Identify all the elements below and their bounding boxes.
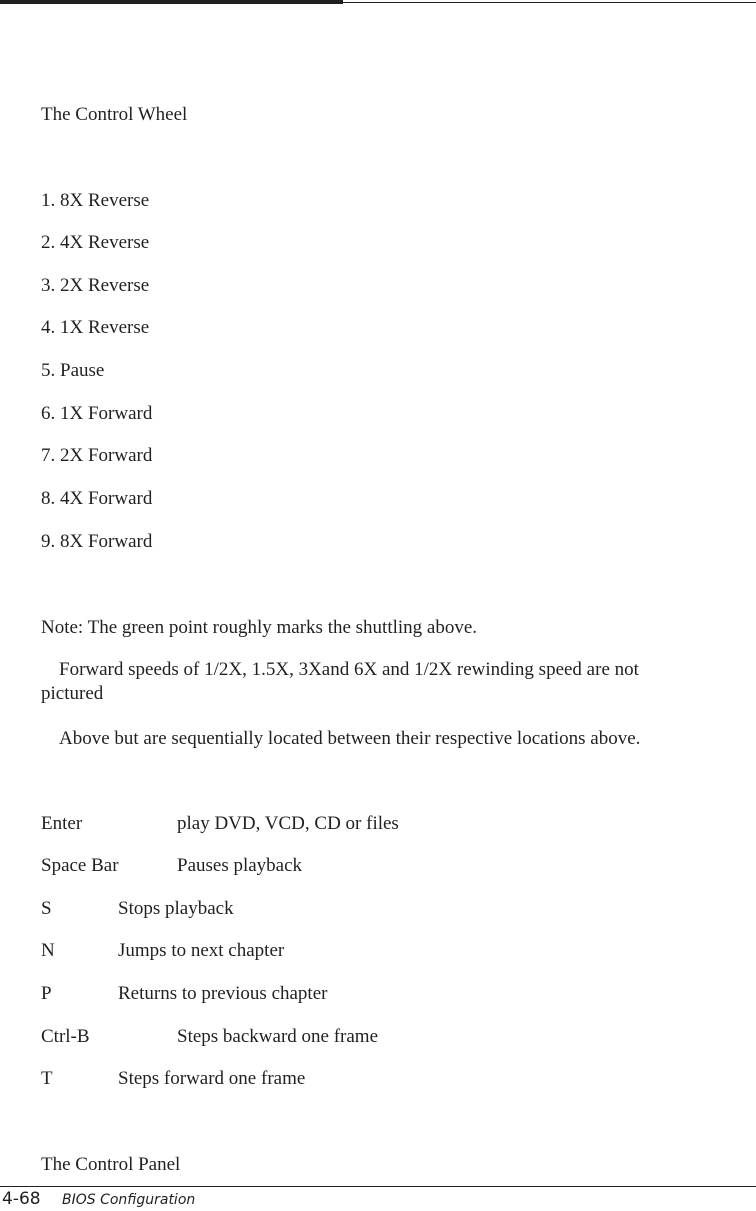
section-heading-control-wheel: The Control Wheel	[41, 104, 188, 125]
shortcut-key: N	[41, 940, 55, 961]
note-line-3: Above but are sequentially located between their respective locations above.	[59, 728, 641, 749]
shortcut-description: Returns to previous chapter	[118, 983, 328, 1004]
note-line-1: Note: The green point roughly marks the shuttling above.	[41, 617, 478, 638]
wheel-list-item: 2. 4X Reverse	[41, 232, 150, 253]
header-rule-thin	[343, 2, 756, 3]
shortcut-description: Pauses playback	[177, 855, 303, 876]
shortcut-key: Enter	[41, 813, 83, 834]
wheel-list-item: 4. 1X Reverse	[41, 317, 150, 338]
wheel-list-item: 9. 8X Forward	[41, 531, 153, 552]
wheel-list-item: 7. 2X Forward	[41, 445, 153, 466]
shortcut-description: Steps backward one frame	[177, 1026, 379, 1047]
page-number: 4-68	[2, 1189, 41, 1209]
shortcut-description: play DVD, VCD, CD or files	[177, 813, 399, 834]
section-heading-control-panel: The Control Panel	[41, 1154, 181, 1175]
wheel-list-item: 8. 4X Forward	[41, 488, 153, 509]
shortcut-key: T	[41, 1068, 53, 1089]
wheel-list-item: 1. 8X Reverse	[41, 190, 150, 211]
note-line-2-tail: pictured	[41, 683, 104, 704]
section-title: BIOS Configuration	[62, 1192, 196, 1208]
shortcut-description: Jumps to next chapter	[118, 940, 285, 961]
footer-rule	[0, 1186, 756, 1187]
shortcut-key: S	[41, 898, 52, 919]
header-rule-thick	[0, 0, 343, 4]
shortcut-key: Space Bar	[41, 855, 119, 876]
shortcut-description: Stops playback	[118, 898, 234, 919]
shortcut-key: Ctrl-B	[41, 1026, 90, 1047]
note-line-2: Forward speeds of 1/2X, 1.5X, 3Xand 6X and 1/2X rewinding speed are not	[59, 659, 639, 680]
wheel-list-item: 6. 1X Forward	[41, 403, 153, 424]
shortcut-key: P	[41, 983, 52, 1004]
shortcut-description: Steps forward one frame	[118, 1068, 306, 1089]
wheel-list-item: 3. 2X Reverse	[41, 275, 150, 296]
wheel-list-item: 5. Pause	[41, 360, 105, 381]
